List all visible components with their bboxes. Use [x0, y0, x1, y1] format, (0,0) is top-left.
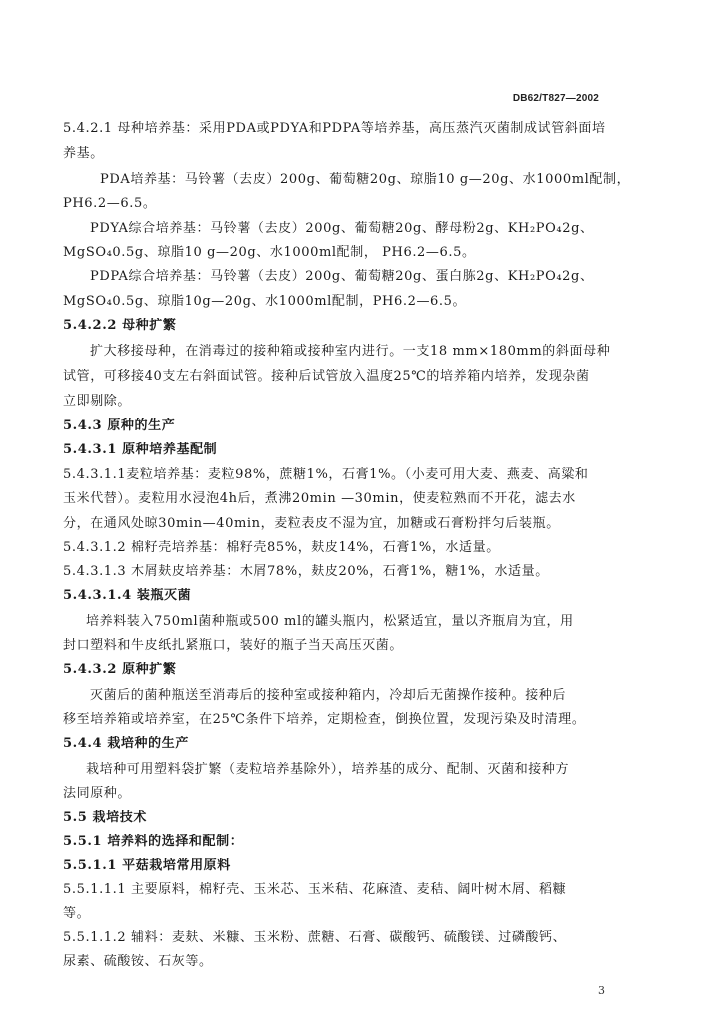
text-line: 5.4.3.1.2 棉籽壳培养基：棉籽壳85%，麸皮14%，石膏1%，水适量。 [63, 540, 500, 555]
text-line: 扩大移接母种，在消毒过的接种箱或接种室内进行。一支18 mm×180mm的斜面母种 [90, 344, 611, 359]
text-line: 等。 [63, 906, 91, 921]
text-line: PDA培养基：马铃薯（去皮）200g、葡萄糖20g、琼脂10 g—20g、水1000ml配制， [100, 172, 631, 187]
text-line: 5.4.3.1.1麦粒培养基：麦粒98%，蔗糖1%，石膏1%。（小麦可用大麦、燕麦、高粱和 [63, 467, 589, 482]
text-line: 立即剔除。 [63, 394, 132, 409]
text-line: MgSO₄0.5g、琼脂10g—20g、水1000ml配制，PH6.2—6.5。 [63, 294, 467, 309]
page-number: 3 [598, 984, 605, 997]
section-heading: 5.5.1.1 平菇栽培常用原料 [63, 858, 231, 873]
text-line: PDYA综合培养基：马铃薯（去皮）200g、葡萄糖20g、酵母粉2g、KH₂PO₄2g、 [90, 221, 594, 236]
text-line: 法同原种。 [63, 786, 132, 801]
text-line: 培养料装入750ml菌种瓶或500 ml的罐头瓶内，松紧适宜，量以齐瓶肩为宜，用 [86, 614, 574, 629]
text-line: 灭菌后的菌种瓶送至消毒后的接种室或接种箱内，冷却后无菌操作接种。接种后 [90, 688, 567, 703]
section-heading: 5.4.3.2 原种扩繁 [63, 662, 177, 677]
section-heading: 5.4.3.1 原种培养基配制 [63, 442, 218, 457]
section-heading: 5.4.3 原种的生产 [63, 418, 176, 433]
section-heading: 5.4.3.1.4 装瓶灭菌 [63, 588, 192, 603]
section-heading: 5.4.4 栽培种的生产 [63, 736, 189, 751]
text-line: 移至培养箱或培养室，在25℃条件下培养，定期检查，倒换位置，发现污染及时清理。 [63, 712, 586, 727]
section-heading: 5.5.1 培养料的选择和配制： [63, 834, 244, 849]
text-line: 养基。 [63, 146, 104, 161]
section-heading: 5.5 栽培技术 [63, 810, 147, 825]
text-line: 封口塑料和牛皮纸扎紧瓶口，装好的瓶子当天高压灭菌。 [63, 638, 404, 653]
text-line: 5.5.1.1.2 辅料：麦麸、米糠、玉米粉、蔗糖、石膏、碳酸钙、硫酸镁、过磷酸钙、 [63, 930, 567, 945]
text-line: PH6.2—6.5。 [63, 196, 157, 211]
text-line: 5.4.3.1.3 木屑麸皮培养基：木屑78%，麸皮20%，石膏1%，糖1%，水适量。 [63, 564, 549, 579]
text-line: 栽培种可用塑料袋扩繁（麦粒培养基除外），培养基的成分、配制、灭菌和接种方 [86, 762, 570, 777]
text-line: 分，在通风处晾30min—40min，麦粒表皮不湿为宜，加糖或石膏粉拌匀后装瓶。 [63, 516, 560, 531]
text-line: 5.5.1.1.1 主要原料，棉籽壳、玉米芯、玉米秸、花麻渣、麦秸、阔叶树木屑、稻糠 [63, 882, 567, 897]
text-line: 尿素、硫酸铵、石灰等。 [63, 954, 213, 969]
section-heading: 5.4.2.2 母种扩繁 [63, 318, 177, 333]
text-line: 5.4.2.1 母种培养基：采用PDA或PDYA和PDPA等培养基，高压蒸汽灭菌制成试管斜面培 [63, 121, 606, 136]
text-line: PDPA综合培养基：马铃薯（去皮）200g、葡萄糖20g、蛋白胨2g、KH₂PO₄2g、 [90, 269, 594, 284]
text-line: 试管，可移接40支左右斜面试管。接种后试管放入温度25℃的培养箱内培养，发现杂菌 [63, 369, 590, 384]
text-line: MgSO₄0.5g、琼脂10 g—20g、水1000ml配制， PH6.2—6.5。 [63, 245, 476, 260]
standard-code: DB62/T827—2002 [512, 93, 599, 104]
text-line: 玉米代替）。麦粒用水浸泡4h后，煮沸20min —30min，使麦粒熟而不开花，滤去水 [63, 491, 576, 506]
